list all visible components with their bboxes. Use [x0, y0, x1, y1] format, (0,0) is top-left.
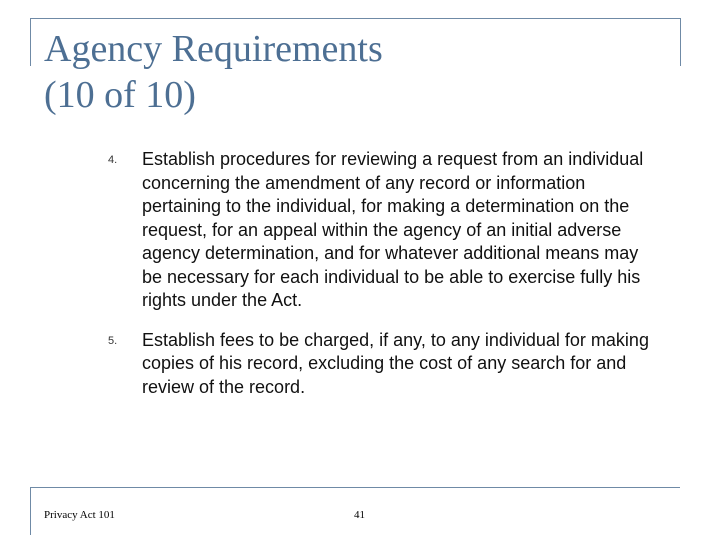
- item-number: 4.: [108, 154, 118, 166]
- item-number: 5.: [108, 334, 118, 347]
- page-number: 41: [354, 509, 365, 521]
- slide-title: [44, 26, 383, 118]
- left-bottom-rule: [30, 487, 31, 535]
- footer-title: Privacy Act 101: [44, 509, 115, 521]
- title-line-2: (10 of 10): [44, 74, 196, 116]
- right-top-rule: [680, 18, 681, 66]
- item-text: Establish fees to be charged, if any, to any individual for making copies of his record, excluding the cost of any search for and review of the record.: [142, 329, 649, 397]
- list-item: [108, 329, 668, 400]
- bottom-rule: [30, 487, 680, 488]
- requirements-list: [108, 148, 668, 415]
- item-text: Establish procedures for reviewing a request from an individual concerning the amendment of any record or information pertaining to the individual, for making a determination on the request, for an appeal within the agency of an initial adverse agency determination, and for whatever additional means may be necessary for each individual to be able to exercise fully his rights under the Act.: [142, 149, 644, 310]
- left-top-rule: [30, 18, 31, 66]
- list-item: [108, 148, 668, 313]
- title-line-1: Agency Requirements: [44, 28, 383, 70]
- top-rule: [30, 18, 680, 19]
